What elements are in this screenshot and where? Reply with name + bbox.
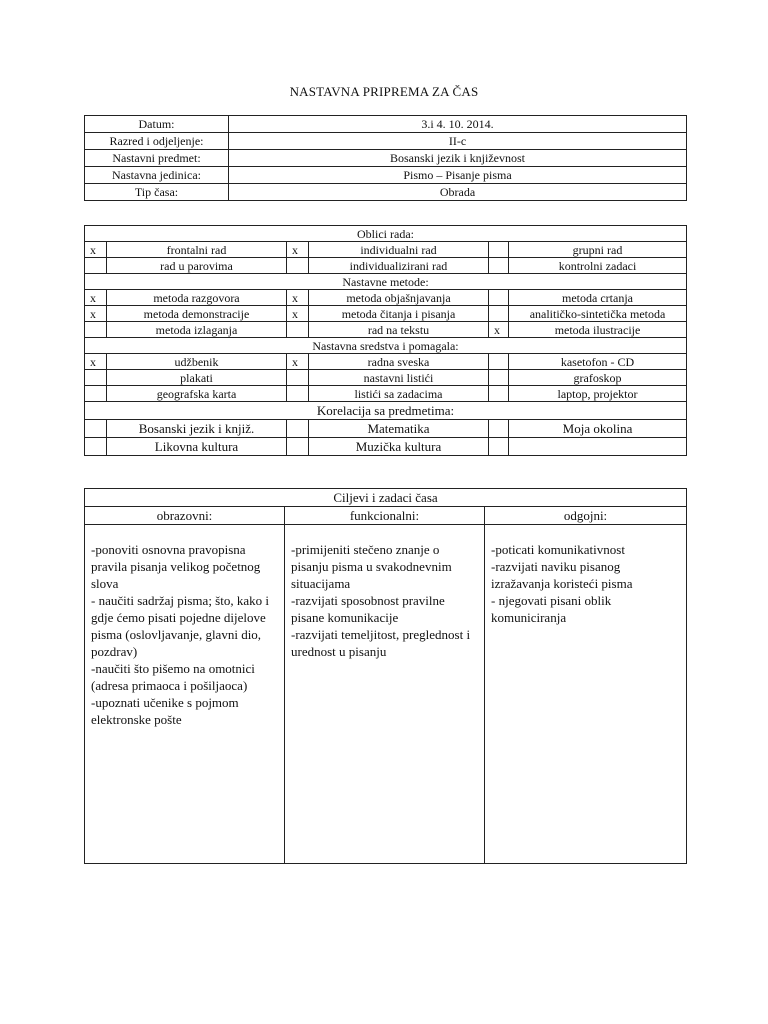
check-mark: x [85,354,107,370]
method-label: Moja okolina [509,420,687,438]
method-label: rad u parovima [107,258,287,274]
method-label: plakati [107,370,287,386]
info-label: Nastavna jedinica: [85,167,229,184]
goals-column-header: odgojni: [485,507,687,525]
check-mark: x [85,290,107,306]
check-mark [85,258,107,274]
check-mark: x [489,322,509,338]
check-mark: x [287,306,309,322]
goal-item: - naučiti sadržaj pisma; što, kako i gdje ćemo pisati pojedne dijelove pisma (oslovljavanje, glavni dio, pozdrav) [91,593,269,659]
metode-header: Nastavne metode: [85,274,687,290]
info-value: Bosanski jezik i književnost [229,150,687,167]
method-label: radna sveska [309,354,489,370]
goal-item: -naučiti što pišemo na omotnici (adresa primaoca i pošiljaoca) [91,661,255,693]
goals-obrazovni-cell [85,525,285,864]
methods-row [85,420,687,438]
methods-row [85,354,687,370]
goal-item: -poticati komunikativnost [491,542,625,557]
methods-row [85,242,687,258]
info-row [85,184,687,201]
check-mark: x [287,290,309,306]
check-mark: x [287,354,309,370]
check-mark [489,306,509,322]
goal-item: -ponoviti osnovna pravopisna pravila pisanja velikog početnog slova [91,542,261,591]
check-mark [287,438,309,456]
check-mark [85,420,107,438]
check-mark [287,258,309,274]
goal-item: -razvijati naviku pisanog izražavanja koristeći pisma [491,559,633,591]
check-mark [489,290,509,306]
method-label: Muzička kultura [309,438,489,456]
method-label: metoda ilustracije [509,322,687,338]
info-value: II-c [229,133,687,150]
check-mark: x [85,242,107,258]
check-mark [287,322,309,338]
goals-header: Ciljevi i zadaci časa [85,489,687,507]
check-mark [489,354,509,370]
goal-item: -razvijati sposobnost pravilne pisane komunikacije [291,593,445,625]
method-label: udžbenik [107,354,287,370]
sredstva-header: Nastavna sredstva i pomagala: [85,338,687,354]
method-label: Matematika [309,420,489,438]
method-label: analitičko-sintetička metoda [509,306,687,322]
method-label: rad na tekstu [309,322,489,338]
info-value: 3.i 4. 10. 2014. [229,116,687,133]
check-mark [489,386,509,402]
info-label: Nastavni predmet: [85,150,229,167]
methods-row [85,306,687,322]
method-label: individualizirani rad [309,258,489,274]
method-label: Bosanski jezik i knjiž. [107,420,287,438]
check-mark [489,438,509,456]
method-label [509,438,687,456]
method-label: metoda čitanja i pisanja [309,306,489,322]
methods-row [85,290,687,306]
info-value: Pismo – Pisanje pisma [229,167,687,184]
methods-row [85,370,687,386]
metode-header-row [85,274,687,290]
method-label: kontrolni zadaci [509,258,687,274]
info-row [85,167,687,184]
goals-odgojni-cell [485,525,687,864]
goals-table [84,488,687,864]
goals-column-header: obrazovni: [85,507,285,525]
info-row [85,150,687,167]
info-value: Obrada [229,184,687,201]
method-label: kasetofon - CD [509,354,687,370]
goal-item: -upoznati učenike s pojmom elektronske pošte [91,695,239,727]
goals-funkcionalni-cell [285,525,485,864]
method-label: nastavni listići [309,370,489,386]
korelacija-header: Korelacija sa predmetima: [85,402,687,420]
check-mark [85,322,107,338]
goal-item: - njegovati pisani oblik komuniciranja [491,593,612,625]
method-label: laptop, projektor [509,386,687,402]
method-label: metoda izlaganja [107,322,287,338]
method-label: geografska karta [107,386,287,402]
info-label: Tip časa: [85,184,229,201]
methods-row [85,438,687,456]
goal-item: -razvijati temeljitost, preglednost i urednost u pisanju [291,627,471,659]
check-mark [85,438,107,456]
method-label: grupni rad [509,242,687,258]
check-mark [85,370,107,386]
goals-column-header: funkcionalni: [285,507,485,525]
method-label: metoda demonstracije [107,306,287,322]
method-label: frontalni rad [107,242,287,258]
goal-item: -primijeniti stečeno znanje o pisanju pisma u svakodnevnim situacijama [291,542,452,591]
sredstva-header-row [85,338,687,354]
methods-row [85,386,687,402]
method-label: listići sa zadacima [309,386,489,402]
info-label: Datum: [85,116,229,133]
methods-table [84,225,687,456]
methods-row [85,322,687,338]
info-label: Razred i odjeljenje: [85,133,229,150]
check-mark [287,386,309,402]
methods-row [85,258,687,274]
method-label: individualni rad [309,242,489,258]
info-row [85,116,687,133]
check-mark: x [85,306,107,322]
korelacija-header-row [85,402,687,420]
check-mark [85,386,107,402]
check-mark [287,420,309,438]
check-mark [489,258,509,274]
method-label: grafoskop [509,370,687,386]
method-label: Likovna kultura [107,438,287,456]
info-row [85,133,687,150]
check-mark [489,242,509,258]
method-label: metoda objašnjavanja [309,290,489,306]
method-label: metoda crtanja [509,290,687,306]
oblici-header-row [85,226,687,242]
page-title: NASTAVNA PRIPREMA ZA ČAS [289,84,479,99]
method-label: metoda razgovora [107,290,287,306]
check-mark [489,370,509,386]
check-mark [287,370,309,386]
lesson-info-table [84,115,687,201]
check-mark: x [287,242,309,258]
oblici-header: Oblici rada: [85,226,687,242]
check-mark [489,420,509,438]
